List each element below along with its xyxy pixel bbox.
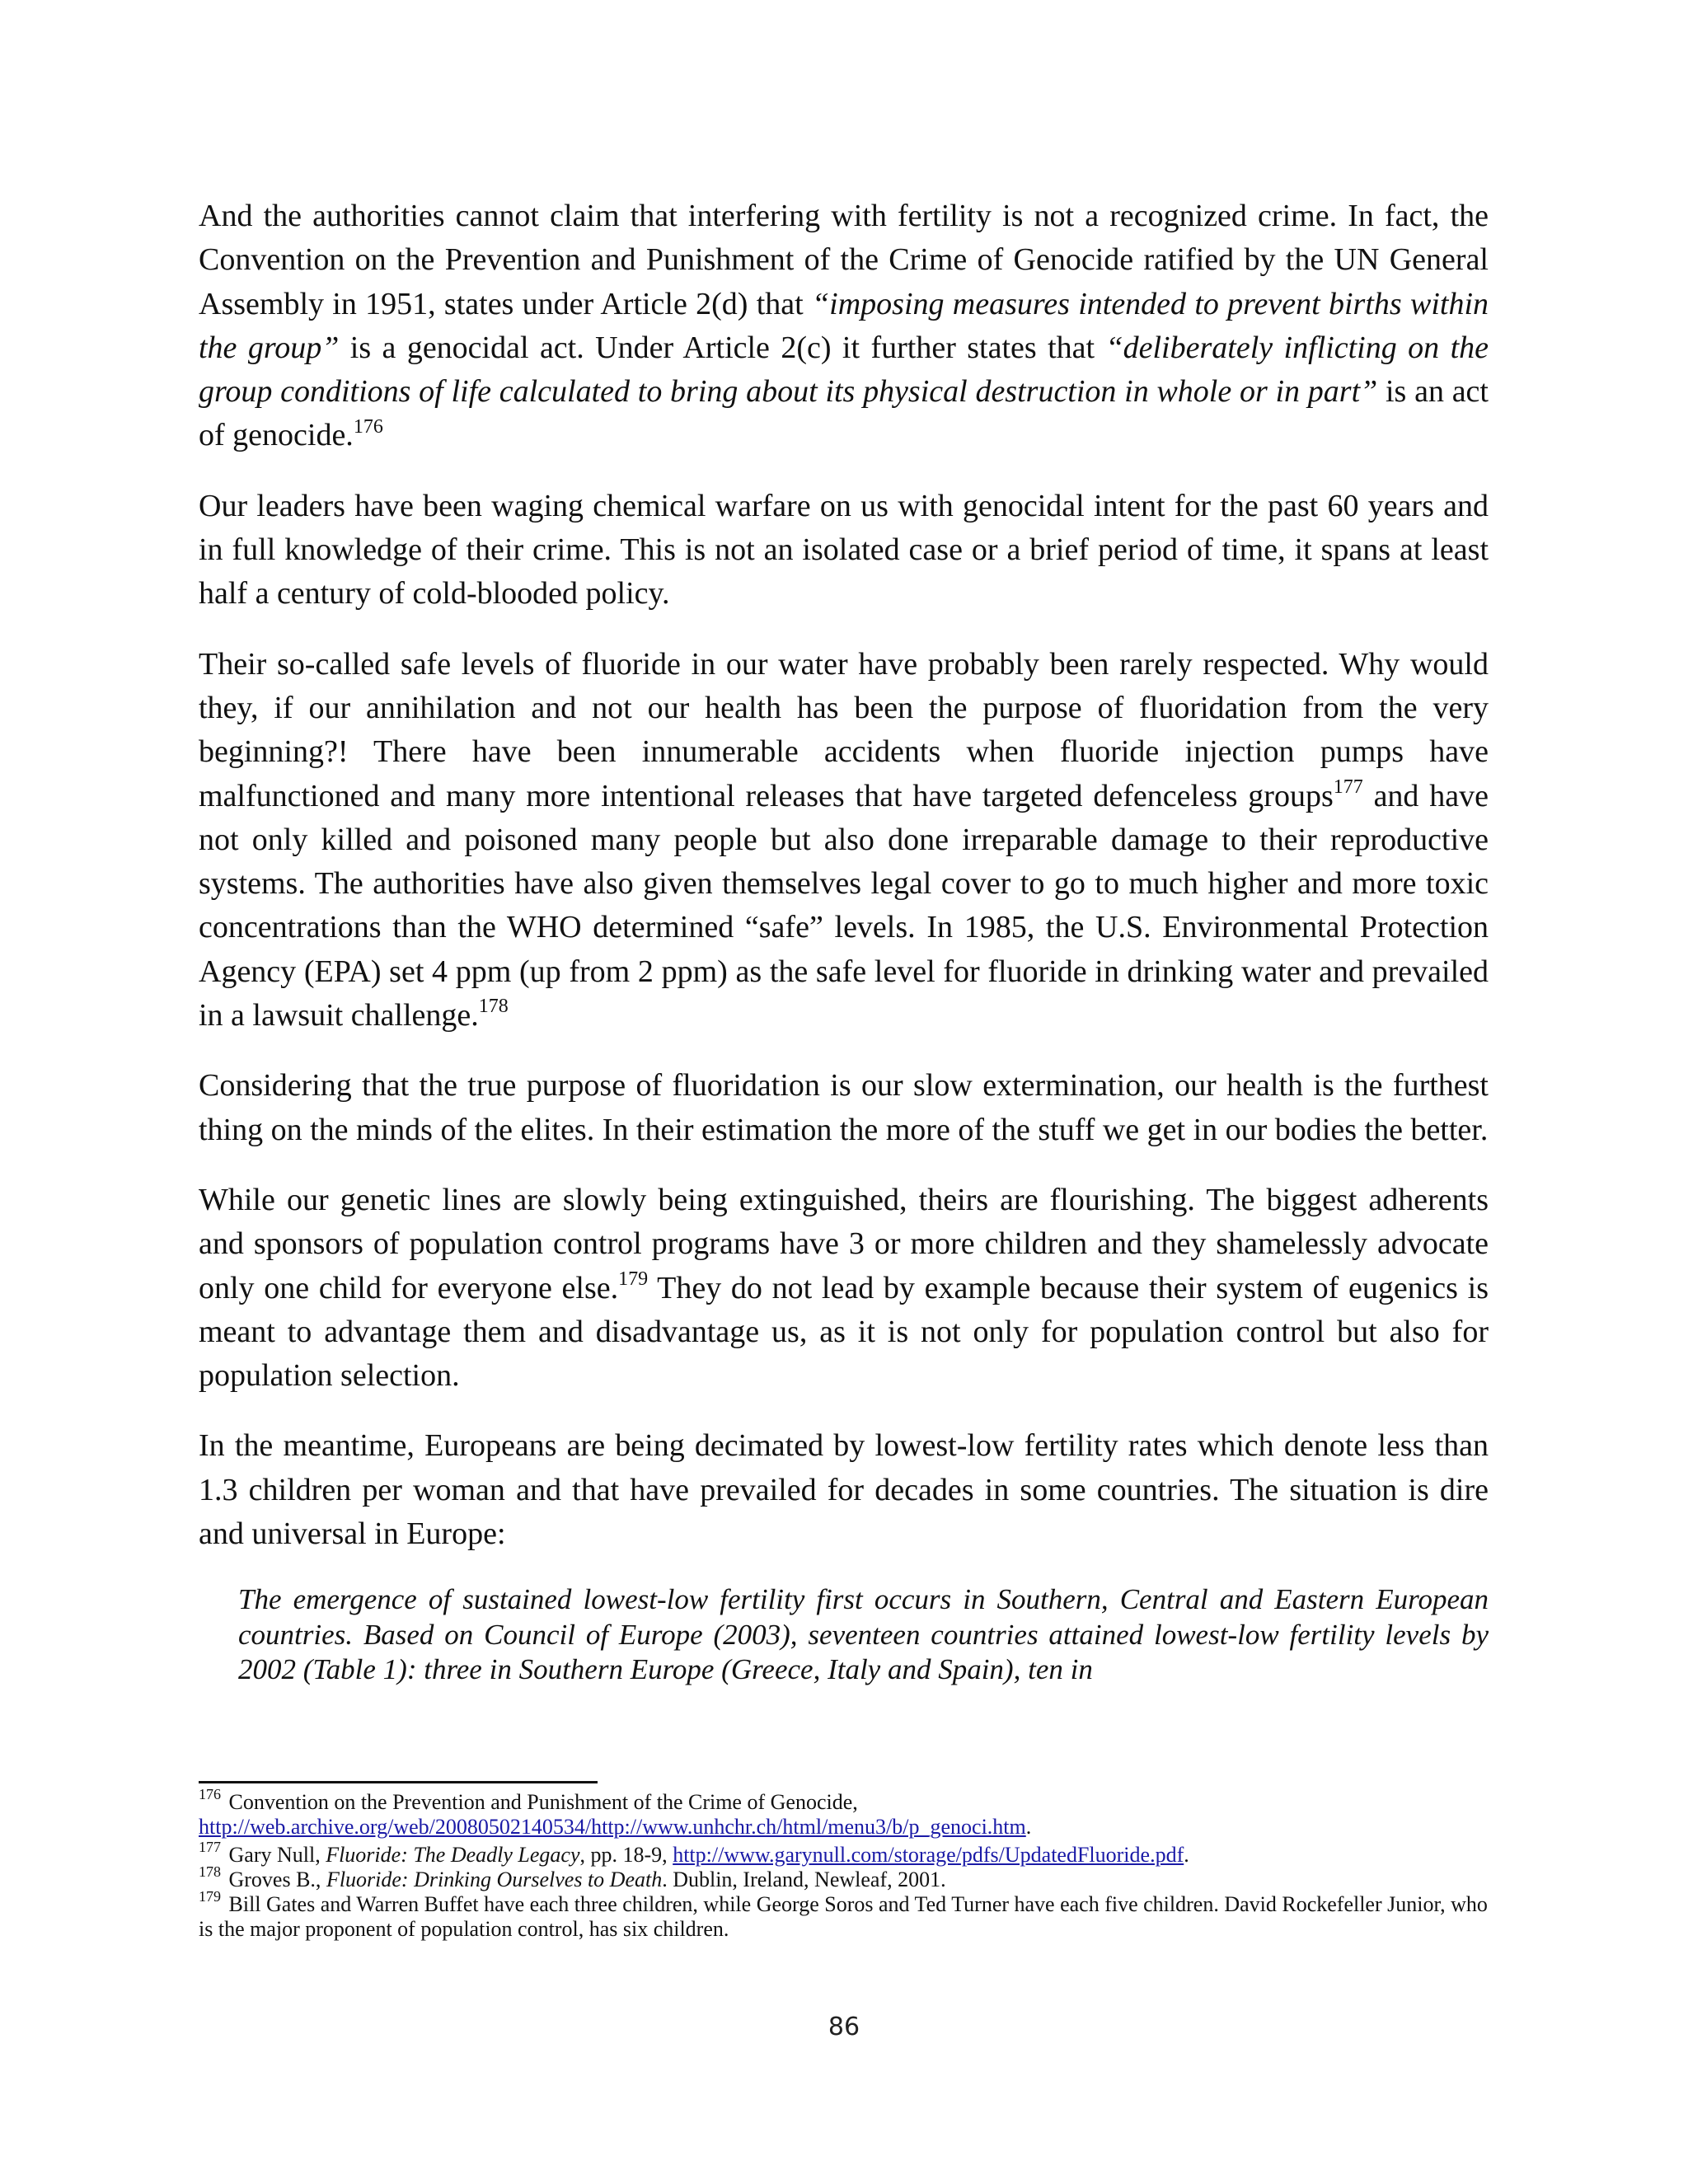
paragraph-1-quote-2: “deliberately inflicting on the group conditions of life calculated to bring about its physical destruction in whole or in part” xyxy=(199,330,1489,410)
footnote-177 xyxy=(199,1839,1489,1868)
paragraph-1-text-c: is an act of genocide. xyxy=(199,374,1489,453)
paragraph-5-text-b: They do not lead by example because their system of eugenics is meant to advantage them and disadvantage us, as it is not only for population control but also for population selection. xyxy=(199,1270,1489,1394)
paragraph-2: Our leaders have been waging chemical warfare on us with genocidal intent for the past 60 years and in full knowledge of their crime. This is not an isolated case or a brief period of time, it spans at least half a century of cold-blooded policy. xyxy=(199,488,1489,612)
footnote-number: 177 xyxy=(199,1839,221,1856)
footnote-punctuation: . xyxy=(1184,1843,1189,1867)
paragraph-1-text-b: is a genocidal act. Under Article 2(c) it further states that xyxy=(339,330,1106,365)
footnote-178 xyxy=(199,1863,1489,1892)
paragraph-1 xyxy=(199,194,1489,458)
footnote-punctuation: . xyxy=(1025,1815,1032,1839)
paragraph-1-quote-1: “imposing measures intended to prevent births within the group” xyxy=(199,286,1489,365)
paragraph-4: Considering that the true purpose of fluoridation is our slow extermination, our health is the furthest thing on the minds of the elites. In their estimation the more of the stuff we get in our bodies the better. xyxy=(199,1068,1489,1147)
footnote-ref-177[interactable]: 177 xyxy=(1333,776,1363,798)
paragraph-3-text-a: Their so-called safe levels of fluoride in our water have probably been rarely respected. Why would they, if our annihilation and not our health has been the purpose of fluoridation from the very beginning?! There have been innumerable accidents when fluoride injection pumps have malfunctioned and many more intentional releases that have targeted defenceless groups xyxy=(199,646,1489,813)
footnote-text: . Dublin, Ireland, Newleaf, 2001. xyxy=(662,1868,946,1891)
footnote-text: Groves B., xyxy=(223,1868,326,1891)
footnote-176-line-2 xyxy=(199,1815,1489,1840)
paragraph-5 xyxy=(199,1179,1489,1398)
footnote-text: Convention on the Prevention and Punishment of the Crime of Genocide, xyxy=(223,1790,858,1814)
paragraph-6: In the meantime, Europeans are being decimated by lowest-low fertility rates which denote less than 1.3 children per woman and that have prevailed for decades in some countries. The situation is dire and universal in Europe: xyxy=(199,1428,1489,1552)
footnote-book-title: Fluoride: The Deadly Legacy xyxy=(326,1843,580,1867)
footnote-ref-176[interactable]: 176 xyxy=(353,415,383,438)
footnote-176 xyxy=(199,1786,1489,1840)
footnote-link[interactable]: http://web.archive.org/web/20080502140534/http://www.unhchr.ch/html/menu3/b/p_genoci.htm xyxy=(199,1815,1026,1839)
footnote-number: 176 xyxy=(199,1786,221,1803)
footnote-ref-179[interactable]: 179 xyxy=(618,1268,649,1290)
footnote-179 xyxy=(199,1888,1489,1942)
footnote-text: Gary Null, xyxy=(223,1843,326,1867)
footnote-text: Bill Gates and Warren Buffet have each three children, while George Soros and Ted Turner have each five children. David Rockefeller Junior, who is the major proponent of population control, has six children. xyxy=(199,1892,1488,1941)
page-number: 86 xyxy=(828,2013,860,2041)
footnote-book-title: Fluoride: Drinking Ourselves to Death xyxy=(326,1868,663,1891)
footnote-ref-178[interactable]: 178 xyxy=(478,996,509,1018)
footnote-176-line-1 xyxy=(199,1786,1489,1815)
footnote-number: 178 xyxy=(199,1863,221,1881)
footnote-link[interactable]: http://www.garynull.com/storage/pdfs/UpdatedFluoride.pdf xyxy=(673,1843,1184,1867)
footnote-number: 179 xyxy=(199,1888,221,1905)
footnotes xyxy=(199,1786,1489,1942)
paragraph-3-text-b: and have not only killed and poisoned many people but also done irreparable damage to their reproductive systems. The authorities have also given themselves legal cover to go to much higher and more toxic concentrations than the WHO determined “safe” levels. In 1985, the U.S. Environmental Protection Agency (EPA) set 4 ppm (up from 2 ppm) as the safe level for fluoride in drinking water and prevailed in a lawsuit challenge. xyxy=(199,778,1489,1033)
main-text xyxy=(199,194,1489,1688)
paragraph-3 xyxy=(199,643,1489,1038)
paragraph-5-text-a: While our genetic lines are slowly being extinguished, theirs are flourishing. The biggest adherents and sponsors of population control programs have 3 or more children and they shamelessly advocate only one child for everyone else. xyxy=(199,1182,1489,1305)
footnote-separator xyxy=(199,1781,598,1783)
block-quote: The emergence of sustained lowest-low fertility first occurs in Southern, Central and Eastern European countries. Based on Council of Europe (2003), seventeen countries attained lowest-low fertility levels by 2002 (Table 1): three in Southern Europe (Greece, Italy and Spain), ten in xyxy=(238,1583,1489,1686)
footnote-text: , pp. 18-9, xyxy=(579,1843,673,1867)
paragraph-1-text-a: And the authorities cannot claim that interfering with fertility is not a recognized crime. In fact, the Convention on the Prevention and Punishment of the Crime of Genocide ratified by the UN General Assembly in 1951, states under Article 2(d) that xyxy=(199,199,1489,321)
